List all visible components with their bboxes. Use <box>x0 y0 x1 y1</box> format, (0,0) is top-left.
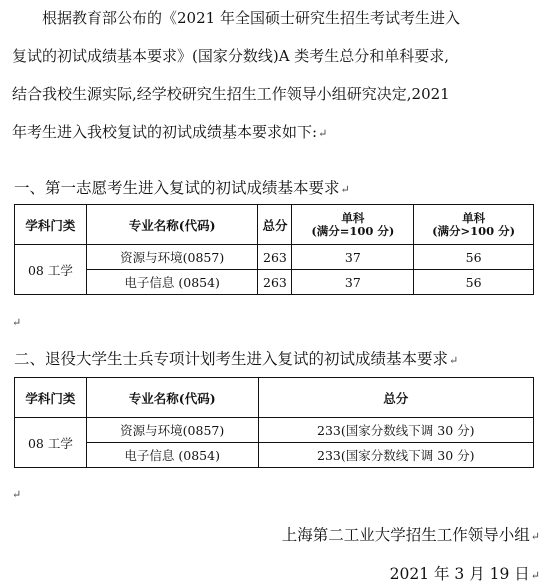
paragraph-mark-icon: ↵ <box>530 530 540 543</box>
intro-line-4: 年考生进入我校复试的初试成绩基本要求如下: <box>12 123 318 141</box>
header-single-100: 单科 (满分=100 分) <box>292 205 414 245</box>
intro-line-3: 结合我校生源实际,经学校研究生招生工作领导小组研究决定,2021 <box>12 85 450 103</box>
intro-line-2: 复试的初试成绩基本要求》(国家分数线)A 类考生总分和单科要求, <box>12 47 450 65</box>
total-cell: 263 <box>258 270 292 295</box>
total-cell: 233(国家分数线下调 30 分) <box>258 418 533 443</box>
table-row <box>15 245 534 270</box>
total-cell: 263 <box>258 245 292 270</box>
table-row <box>15 270 534 295</box>
header-total: 总分 <box>258 205 292 245</box>
paragraph-mark-icon: ↵ <box>12 316 22 329</box>
table-header-row <box>15 378 534 418</box>
section1-heading: 一、第一志愿考生进入复试的初试成绩基本要求↵ <box>14 179 350 197</box>
major-cell: 资源与环境(0857) <box>86 245 258 270</box>
table-row <box>15 418 534 443</box>
header-major: 专业名称(代码) <box>86 378 258 418</box>
single-over-100-cell: 56 <box>414 245 534 270</box>
table-first-choice <box>14 204 534 295</box>
major-cell: 电子信息 (0854) <box>86 443 258 468</box>
paragraph-mark-icon: ↵ <box>530 569 540 582</box>
signature-org: 上海第二工业大学招生工作领导小组↵ <box>281 526 540 544</box>
intro-line-1: 根据教育部公布的《2021 年全国硕士研究生招生考试考生进入 <box>42 9 460 27</box>
category-cell: 08 工学 <box>15 418 87 468</box>
header-single-over-100: 单科 (满分>100 分) <box>414 205 534 245</box>
category-cell: 08 工学 <box>15 245 87 295</box>
section2-heading: 二、退役大学生士兵专项计划考生进入复试的初试成绩基本要求↵ <box>14 350 459 368</box>
total-cell: 233(国家分数线下调 30 分) <box>258 443 533 468</box>
header-major: 专业名称(代码) <box>86 205 258 245</box>
header-total: 总分 <box>258 378 533 418</box>
single-100-cell: 37 <box>292 270 414 295</box>
paragraph-mark-icon: ↵ <box>318 127 328 140</box>
paragraph-mark-icon: ↵ <box>449 354 459 367</box>
header-category: 学科门类 <box>15 205 87 245</box>
signature-date: 2021 年 3 月 19 日↵ <box>389 565 540 583</box>
major-cell: 电子信息 (0854) <box>86 270 258 295</box>
table-row <box>15 443 534 468</box>
table-header-row <box>15 205 534 245</box>
single-100-cell: 37 <box>292 245 414 270</box>
header-category: 学科门类 <box>15 378 87 418</box>
major-cell: 资源与环境(0857) <box>86 418 258 443</box>
single-over-100-cell: 56 <box>414 270 534 295</box>
paragraph-mark-icon: ↵ <box>12 488 22 501</box>
table-veterans <box>14 377 534 468</box>
paragraph-mark-icon: ↵ <box>340 183 350 196</box>
